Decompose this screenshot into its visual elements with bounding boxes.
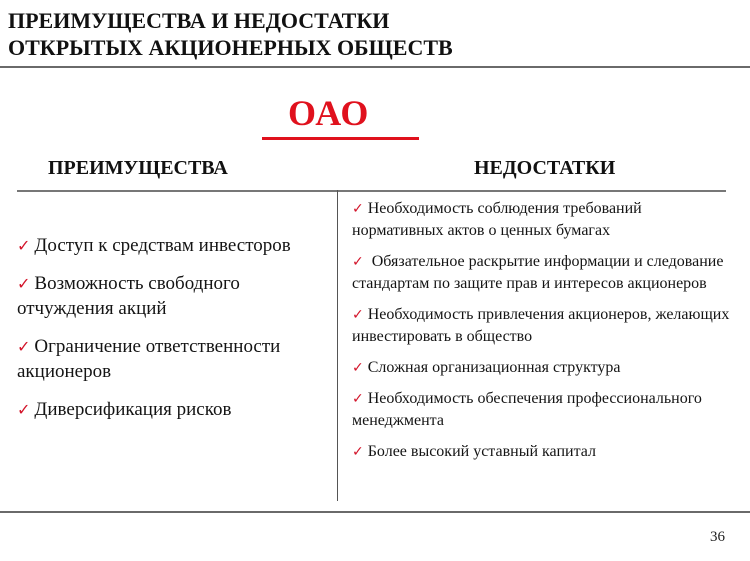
list-item: ✓ Обязательное раскрытие информации и следование стандартам по защите прав и интересов акционеров: [352, 253, 724, 292]
checkmark-icon: ✓: [17, 400, 31, 419]
subject-underline: [262, 137, 419, 140]
subject-label: ОАО: [288, 93, 370, 133]
advantages-list: [17, 233, 337, 435]
checkmark-icon: ✓: [352, 360, 364, 376]
footer-divider: [0, 511, 750, 513]
title-line-1: ПРЕИМУЩЕСТВА И НЕДОСТАТКИ: [8, 8, 390, 33]
list-item: ✓ Доступ к средствам инвесторов: [17, 235, 291, 256]
checkmark-icon: ✓: [17, 236, 31, 255]
advantages-heading: ПРЕИМУЩЕСТВА: [48, 157, 228, 179]
header-divider: [17, 190, 726, 192]
disadvantages-heading: НЕДОСТАТКИ: [474, 157, 616, 179]
disadvantages-list: [352, 198, 732, 472]
checkmark-icon: ✓: [352, 391, 364, 407]
checkmark-icon: ✓: [352, 444, 364, 460]
column-divider: [337, 190, 338, 501]
title-divider: [0, 66, 750, 68]
list-item: ✓ Ограничение ответственности акционеров: [17, 336, 281, 382]
list-item: ✓ Необходимость привлечения акционеров, желающих инвестировать в общество: [352, 306, 730, 345]
list-item: ✓ Сложная организационная структура: [352, 359, 621, 376]
page-number: 36: [710, 529, 725, 545]
checkmark-icon: ✓: [352, 201, 364, 217]
checkmark-icon: ✓: [352, 307, 364, 323]
slide-title: [8, 7, 453, 61]
list-item: ✓ Диверсификация рисков: [17, 399, 232, 420]
list-item: ✓ Более высокий уставный капитал: [352, 443, 596, 460]
list-item: ✓ Необходимость соблюдения требований нормативных актов о ценных бумагах: [352, 200, 642, 239]
checkmark-icon: ✓: [352, 254, 364, 270]
title-line-2: ОТКРЫТЫХ АКЦИОНЕРНЫХ ОБЩЕСТВ: [8, 35, 453, 60]
checkmark-icon: ✓: [17, 274, 31, 293]
list-item: ✓ Возможность свободного отчуждения акций: [17, 273, 240, 319]
checkmark-icon: ✓: [17, 337, 31, 356]
list-item: ✓ Необходимость обеспечения профессионального менеджмента: [352, 390, 702, 429]
